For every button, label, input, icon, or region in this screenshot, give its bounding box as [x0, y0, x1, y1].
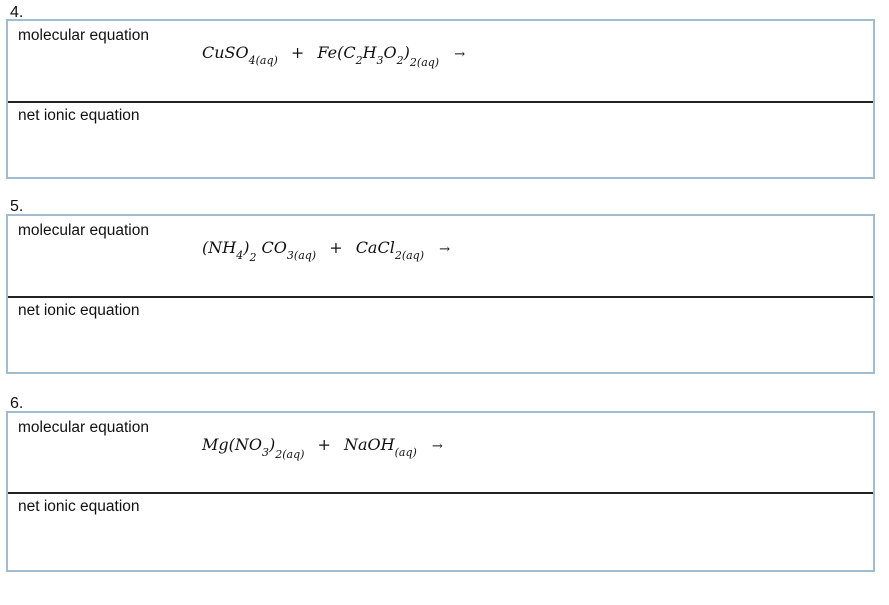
answer-box [6, 411, 875, 572]
reactant-formula: CO [261, 238, 287, 257]
molecular-equation [202, 43, 466, 69]
reactant-formula: NaOH [344, 435, 395, 454]
reactant-formula: CaCl [355, 238, 395, 257]
subscript: 4(aq) [248, 54, 278, 67]
subscript: 2 [355, 54, 363, 67]
subscript: 3(aq) [286, 249, 317, 262]
section-divider [8, 492, 873, 494]
answer-box [6, 19, 875, 179]
reaction-arrow: → [431, 439, 443, 454]
subscript: 2(aq) [409, 56, 440, 69]
reactant-formula: Mg(NO [202, 435, 262, 454]
problem-number: 4. [10, 4, 24, 21]
net-ionic-equation-label: net ionic equation [18, 302, 140, 319]
reactant-formula: (NH [202, 238, 237, 257]
plus-sign: + [317, 435, 331, 454]
reactant-formula: ) [268, 435, 276, 454]
subscript: 2(aq) [275, 448, 305, 461]
reactant-formula: ) [403, 43, 410, 62]
reactant-formula: H [362, 43, 377, 62]
plus-sign: + [290, 43, 305, 62]
problem-number: 5. [10, 198, 24, 215]
subscript: 2 [396, 54, 404, 67]
net-ionic-equation-label: net ionic equation [18, 498, 140, 515]
plus-sign: + [329, 238, 343, 257]
reaction-arrow: → [439, 242, 451, 257]
molecular-equation [202, 238, 451, 264]
reactant-formula: O [383, 43, 397, 62]
problem-number: 6. [10, 395, 24, 412]
molecular-equation-label: molecular equation [18, 419, 149, 436]
subscript: 3 [376, 54, 384, 67]
section-divider [8, 296, 873, 298]
reactant-formula: Fe(C [317, 43, 356, 62]
answer-box [6, 214, 875, 374]
subscript: 2(aq) [394, 249, 425, 262]
section-divider [8, 101, 873, 103]
subscript: 4 [236, 249, 244, 262]
subscript: 3 [261, 446, 269, 459]
reactant-formula: ) [243, 238, 250, 257]
reaction-arrow: → [454, 47, 466, 62]
molecular-equation-label: molecular equation [18, 27, 149, 44]
molecular-equation-label: molecular equation [18, 222, 149, 239]
net-ionic-equation-label: net ionic equation [18, 107, 140, 124]
subscript: (aq) [394, 446, 417, 459]
molecular-equation [202, 435, 443, 461]
subscript: 2 [249, 251, 257, 264]
reactant-formula: CuSO [202, 43, 249, 62]
